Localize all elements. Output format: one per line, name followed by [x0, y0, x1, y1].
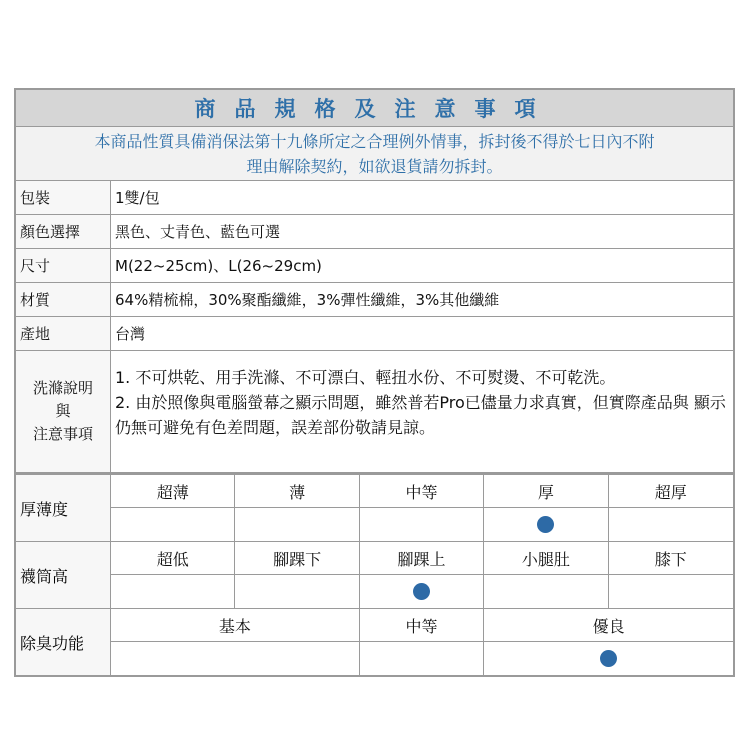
spec-label: 尺寸	[16, 249, 111, 282]
care-line: 1. 不可烘乾、用手洗滌、不可漂白、輕扭水份、不可熨燙、不可乾洗。	[115, 368, 616, 387]
spec-label: 材質	[16, 283, 111, 316]
spec-label: 顏色選擇	[16, 215, 111, 248]
rating-option: 優良	[484, 609, 733, 642]
selected-dot-icon	[413, 583, 430, 600]
rating-mark-cell	[609, 508, 733, 541]
rating-label: 除臭功能	[16, 609, 111, 675]
rating-mark-cell	[111, 575, 235, 608]
selected-dot-icon	[600, 650, 617, 667]
notice-line: 本商品性質具備消保法第十九條所定之合理例外情事，拆封後不得於七日內不附	[94, 132, 655, 151]
spec-value: 黑色、丈青色、藍色可選	[115, 223, 281, 241]
care-label	[16, 351, 111, 472]
selected-dot-icon	[537, 516, 554, 533]
rating-option: 腳踝下	[235, 542, 359, 575]
rating-option: 中等	[360, 475, 484, 508]
rating-label: 厚薄度	[16, 475, 111, 541]
care-label-line: 與	[55, 402, 71, 420]
rating-mark-cell	[360, 508, 484, 541]
spec-row-origin	[16, 317, 733, 351]
page-title: 商品規格及注意事項	[16, 90, 733, 127]
rating-option: 厚	[484, 475, 608, 508]
care-row	[16, 351, 733, 472]
spec-label: 包裝	[16, 181, 111, 214]
spec-value: M(22~25cm)、L(26~29cm)	[115, 257, 322, 275]
notice-line: 理由解除契約，如欲退貨請勿拆封。	[246, 157, 503, 176]
spec-row-size	[16, 249, 733, 283]
rating-option: 薄	[235, 475, 359, 508]
rating-mark-cell	[484, 575, 608, 608]
rating-mark-cell	[484, 508, 608, 541]
care-line: 2. 由於照像與電腦螢幕之顯示問題，雖然普若Pro已儘量力求真實，但實際產品與 顯示仍無可避免有色差問題，誤差部份敬請見諒。	[115, 393, 726, 437]
rating-mark-cell	[360, 575, 484, 608]
spec-row-package	[16, 181, 733, 215]
rating-option: 超厚	[609, 475, 733, 508]
rating-option: 基本	[111, 609, 360, 642]
spec-row-material	[16, 283, 733, 317]
rating-row	[16, 609, 733, 675]
spec-table	[14, 88, 735, 677]
care-text	[111, 351, 733, 472]
rating-option: 超低	[111, 542, 235, 575]
care-label-line: 注意事項	[32, 425, 93, 443]
spec-label: 產地	[16, 317, 111, 350]
rating-option: 小腿肚	[484, 542, 608, 575]
rating-option: 超薄	[111, 475, 235, 508]
rating-option: 膝下	[609, 542, 733, 575]
rating-mark-cell	[111, 642, 360, 675]
spec-value: 台灣	[115, 325, 146, 343]
spec-value: 1雙/包	[115, 189, 160, 207]
spec-row-color	[16, 215, 733, 249]
spec-value: 64%精梳棉，30%聚酯纖維，3%彈性纖維，3%其他纖維	[115, 291, 500, 309]
rating-mark-cell	[360, 642, 484, 675]
rating-mark-cell	[235, 508, 359, 541]
rating-option: 中等	[360, 609, 484, 642]
rating-mark-cell	[484, 642, 733, 675]
care-label-line: 洗滌說明	[32, 379, 93, 397]
return-notice	[16, 127, 733, 181]
rating-option: 腳踝上	[360, 542, 484, 575]
rating-mark-cell	[609, 575, 733, 608]
rating-mark-cell	[111, 508, 235, 541]
rating-row	[16, 542, 733, 609]
rating-row	[16, 472, 733, 542]
rating-mark-cell	[235, 575, 359, 608]
rating-label: 襪筒高	[16, 542, 111, 608]
